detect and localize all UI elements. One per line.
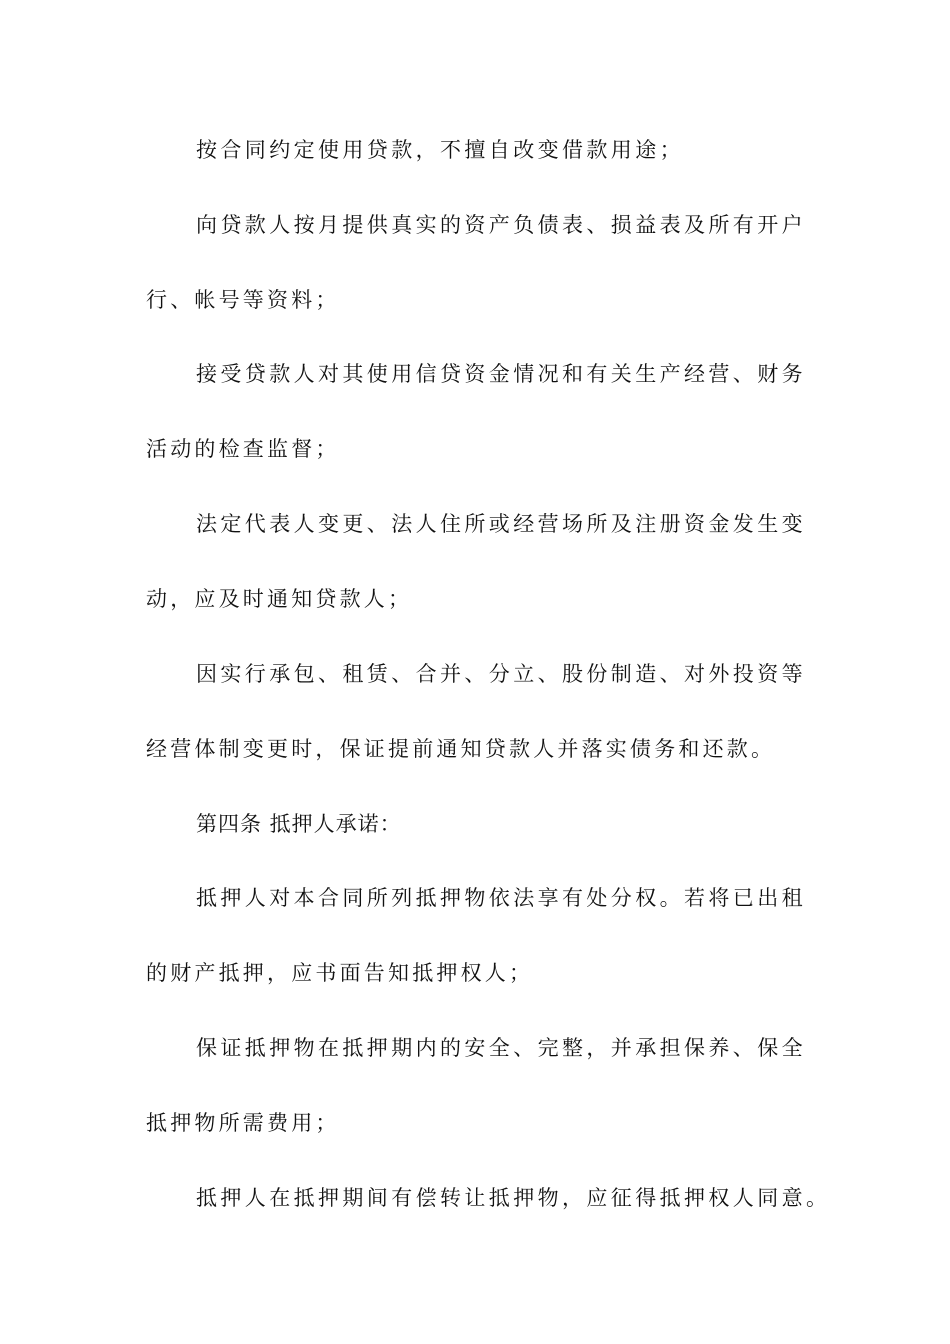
paragraph-line: 抵押人在抵押期间有偿转让抵押物，应征得抵押权人同意。 [196, 1186, 831, 1210]
paragraph-line: 法定代表人变更、法人住所或经营场所及注册资金发生变 [196, 512, 806, 536]
paragraph-line: 保证抵押物在抵押期内的安全、完整，并承担保养、保全 [196, 1036, 806, 1060]
paragraph-line: 抵押人对本合同所列抵押物依法享有处分权。若将已出租 [196, 886, 806, 910]
paragraph-line: 抵押物所需费用； [146, 1111, 340, 1135]
paragraph-line: 因实行承包、租赁、合并、分立、股份制造、对外投资等 [196, 662, 806, 686]
paragraph-line: 经营体制变更时，保证提前通知贷款人并落实债务和还款。 [146, 737, 776, 761]
paragraph-line: 的财产抵押，应书面告知抵押权人； [146, 961, 534, 985]
paragraph-line: 行、帐号等资料； [146, 288, 340, 312]
paragraph-line: 按合同约定使用贷款，不擅自改变借款用途； [196, 138, 684, 162]
paragraph-line: 接受贷款人对其使用信贷资金情况和有关生产经营、财务 [196, 362, 806, 386]
section-heading: 第四条 抵押人承诺： [196, 812, 402, 836]
paragraph-line: 动，应及时通知贷款人； [146, 587, 413, 611]
paragraph-line: 向贷款人按月提供真实的资产负债表、损益表及所有开户 [196, 213, 806, 237]
paragraph-line: 活动的检查监督； [146, 437, 340, 461]
